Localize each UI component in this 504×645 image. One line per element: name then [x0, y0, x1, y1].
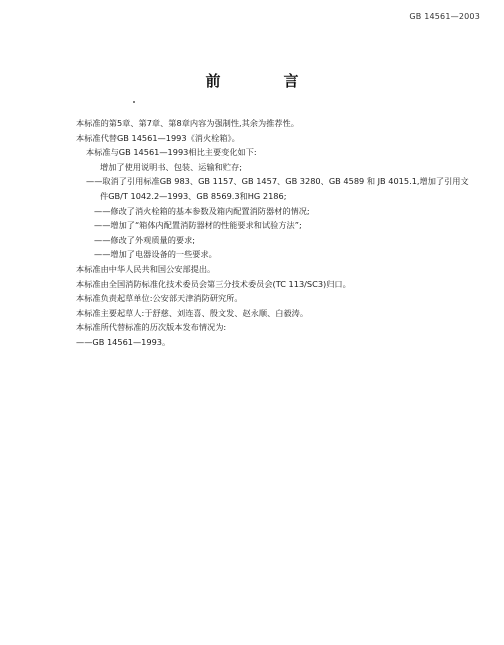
paragraph-line: ——增加了“箱体内配置消防器材的性能要求和试验方法”; [94, 220, 302, 231]
paragraph-line: 本标准代替GB 14561—1993《消火栓箱》。 [76, 132, 240, 143]
paragraph-line: 本标准所代替标准的历次版本发布情况为: [76, 322, 227, 333]
paragraph-line: ——修改了外观质量的要求; [94, 234, 196, 245]
paragraph-line: 本标准由中华人民共和国公安部提出。 [76, 263, 216, 274]
paragraph-line: 本标准负责起草单位:公安部天津消防研究所。 [76, 293, 243, 304]
paragraph-line: ——增加了电器设备的一些要求。 [94, 249, 217, 260]
paragraph-line: ——GB 14561—1993。 [76, 336, 171, 347]
paragraph-line: ——修改了消火栓箱的基本参数及箱内配置消防器材的情况; [94, 205, 310, 216]
paragraph-line: 增加了使用说明书、包装、运输和贮存; [100, 161, 242, 172]
paragraph-line: 本标准与GB 14561—1993相比主要变化如下: [86, 147, 257, 158]
paragraph-line: 本标准主要起草人:于舒慈、刘连喜、殷文发、赵永顺、白毅涛。 [76, 307, 309, 318]
paragraph-line: 件GB/T 1042.2—1993、GB 8569.3和HG 2186; [100, 190, 287, 201]
page-title: 前 言 [205, 72, 323, 90]
stray-mark [133, 101, 135, 103]
paragraph-line: 本标准的第5章、第7章、第8章内容为强制性,其余为推荐性。 [76, 118, 299, 128]
paragraph-line: ——取消了引用标准GB 983、GB 1157、GB 1457、GB 3280、GB 4589 和 JB 4015.1,增加了引用文 [86, 176, 469, 187]
standard-number: GB 14561—2003 [409, 12, 480, 21]
foreword-body [76, 116, 469, 350]
paragraph-line: 本标准由全国消防标准化技术委员会第三分技术委员会(TC 113/SC3)归口。 [76, 278, 351, 289]
